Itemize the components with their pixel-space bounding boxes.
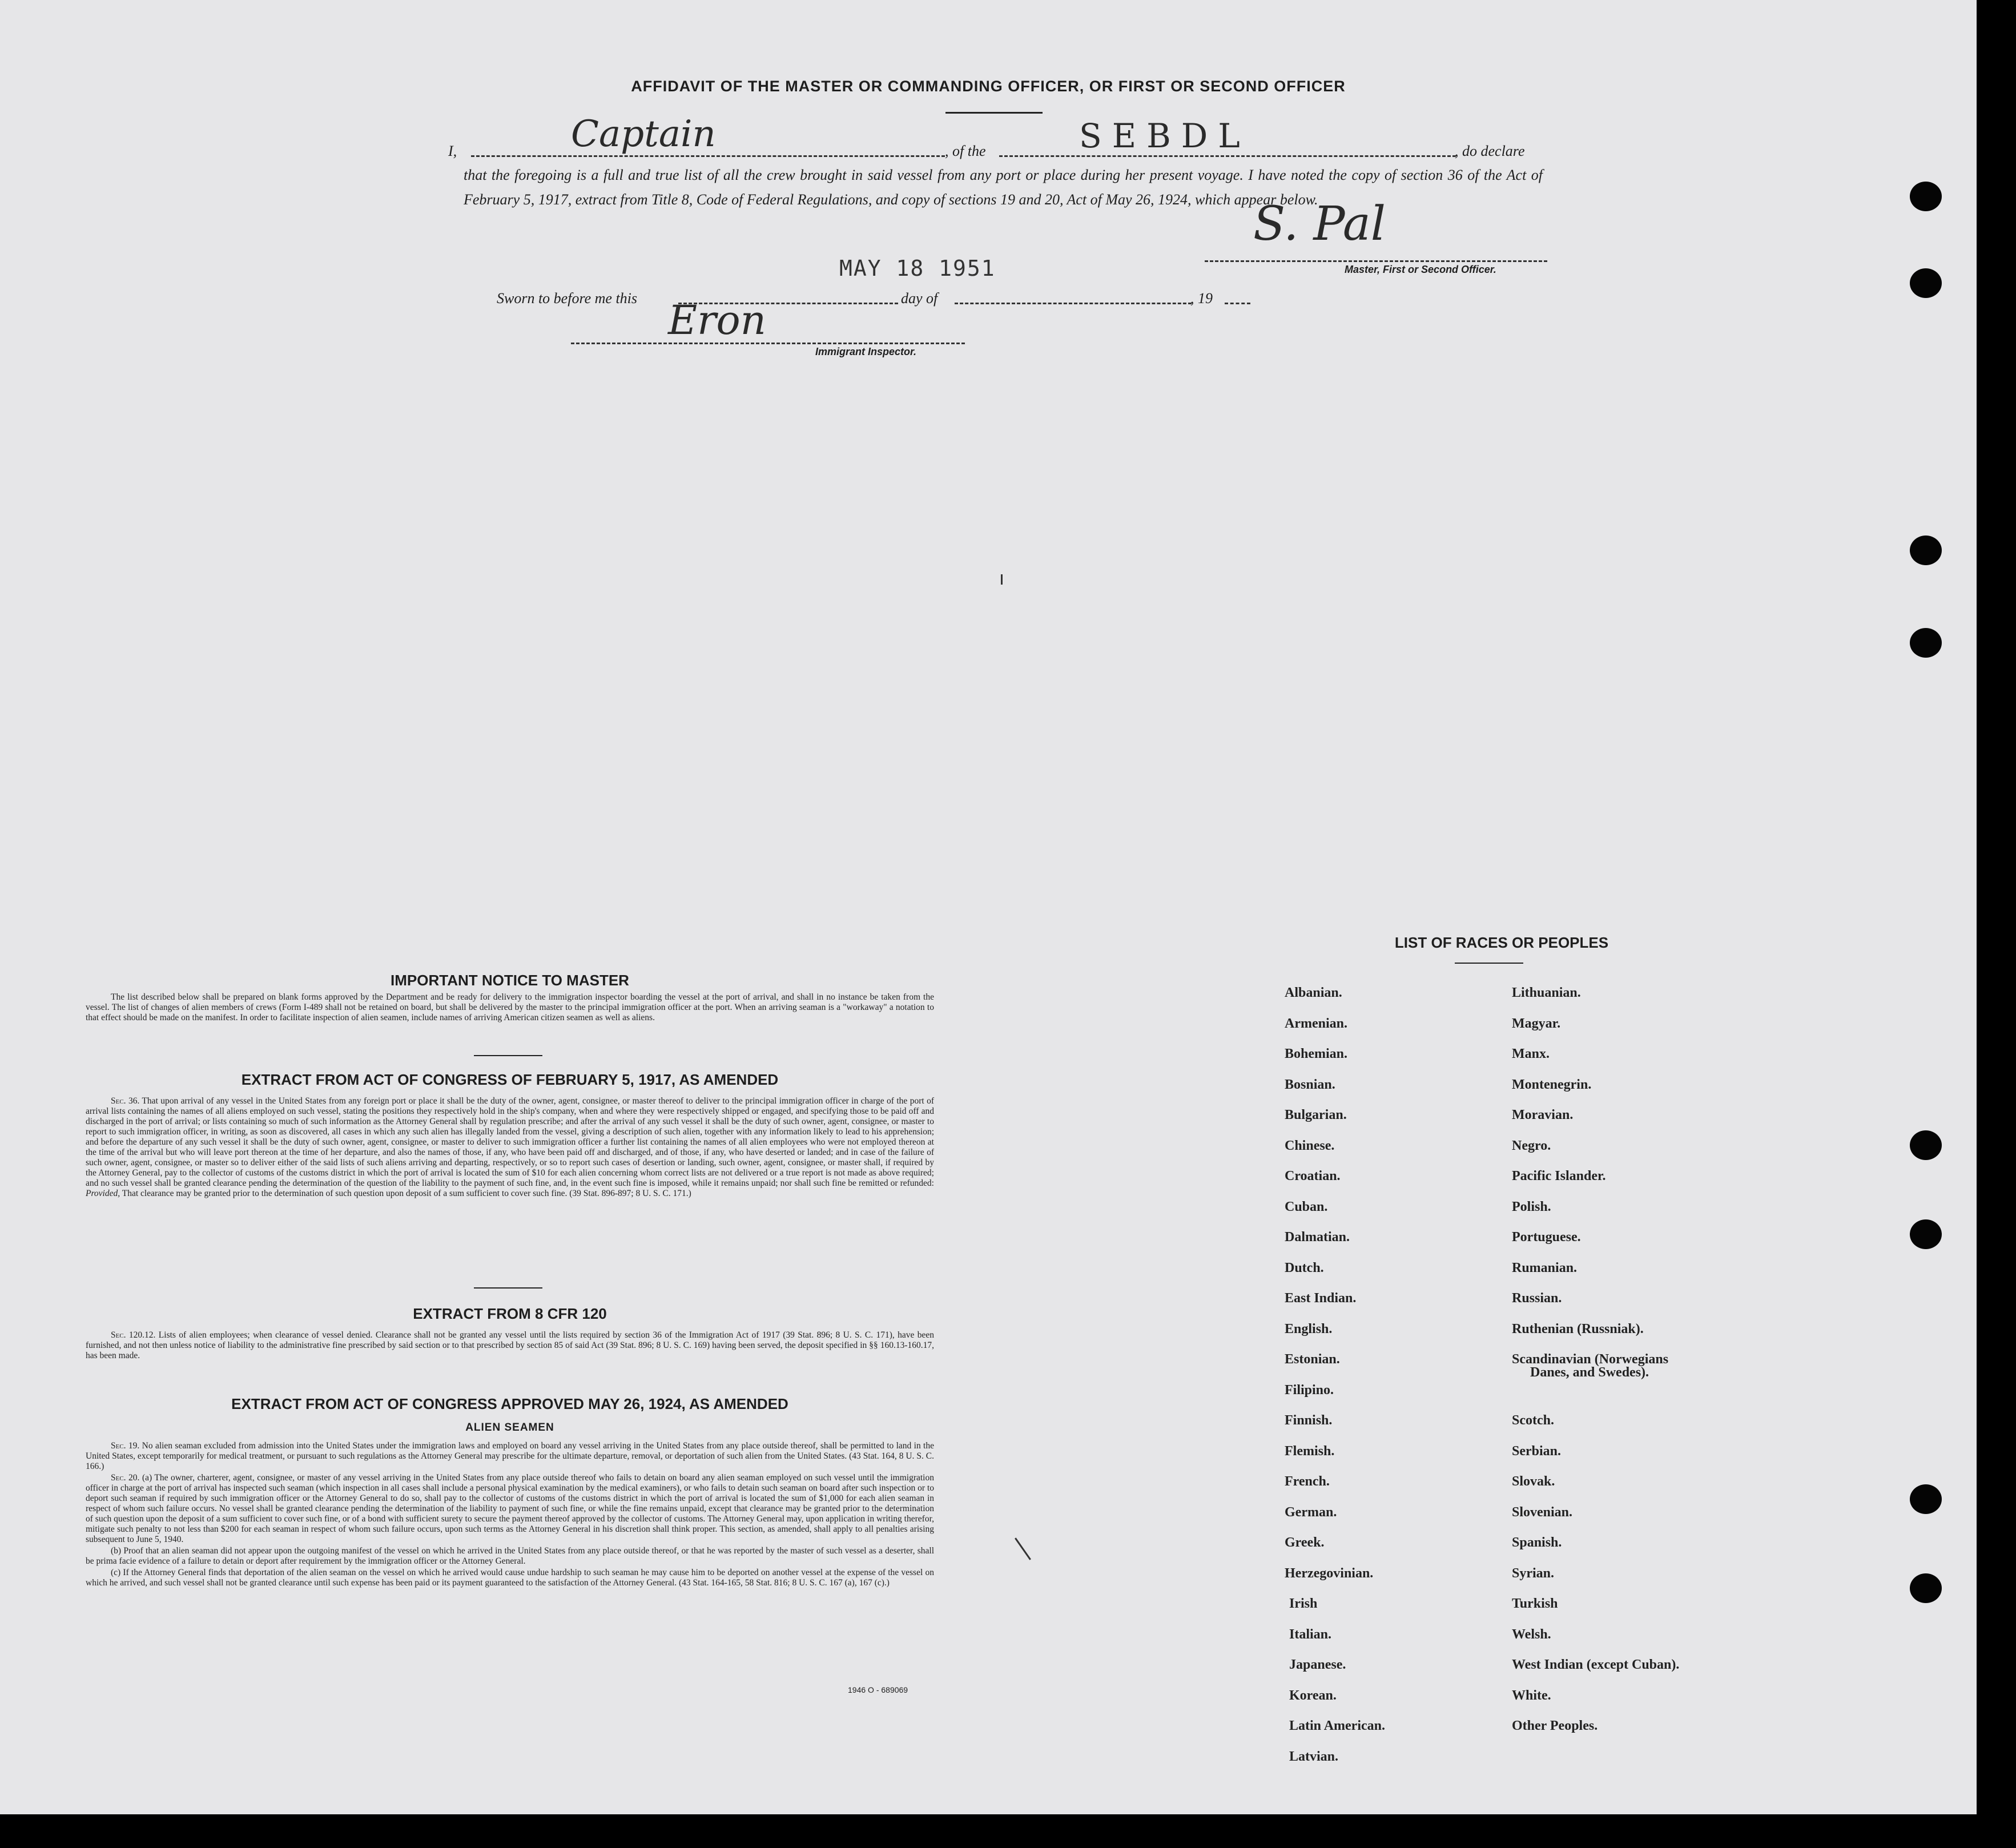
races-rule bbox=[1455, 963, 1523, 964]
race-item: Russian. bbox=[1512, 1291, 1562, 1306]
race-item: Serbian. bbox=[1512, 1443, 1562, 1459]
race-item: Syrian. bbox=[1512, 1565, 1555, 1581]
race-item: Bohemian. bbox=[1285, 1046, 1348, 1061]
punch-hole bbox=[1910, 536, 1942, 565]
do-declare-label: , do declare bbox=[1455, 143, 1525, 159]
extract-cfr-text bbox=[86, 1330, 934, 1362]
provided-label: Provided, bbox=[86, 1189, 120, 1198]
race-item: Dalmatian. bbox=[1285, 1230, 1350, 1245]
sworn-label: Sworn to before me this bbox=[497, 290, 638, 307]
title-rule bbox=[945, 112, 1043, 114]
sec-20c-text: (c) If the Attorney General finds that deportation of the alien seaman on the vessel on which he arrived would cause undue hardship to such seaman he may cause him to be deported on another vessel at the expense of the vessel on which he arrived, and such vessel shall not be granted clearance until such expense has been paid or its payment guaranteed to the satisfaction of the Attorney General. (43 Stat. 164-165, 58 Stat. 816; 8 U. S. C. 167 (a), 167 (c).) bbox=[86, 1568, 934, 1588]
sec-36-text: That upon arrival of any vessel in the United States from any foreign port or place it shall be the duty of the owner, agent, consignee, or master thereof to deliver to the principal immigration officer in charge of the port of arrival lists containing the names of all aliens employed on such vessel, stating the positions they respectively hold in the ship's company, when and where they were respectively shipped or engaged, and specifying those to be paid off and discharged in the port of arrival; or lists containing so much of such information as the Attorney General shall by regulation prescribe; and after the arrival of any such vessel it shall be the duty of such owner, agent, consignee, or master to report to such immigration officer, in writing, as soon as discovered, all cases in which any such alien has illegally landed from the vessel, giving a description of such alien, together with any information likely to lead to his apprehension; and before the departure of any such vessel it shall be the duty of such owner, agent, consignee, or master to deliver to such immigration officer a further list containing the names of all alien employees who were not employed thereon at the time of the arrival but who will leave port thereon at the time of her departure, and also the names of those, if any, who have been paid off and discharged, and of those, if any, who have deserted or landed; and in case of the failure of such owner, agent, consignee, or master so to deliver either of the said lists of such aliens arriving and departing, respectively, or so to report such cases of desertion or landing, such owner, agent, consignee, or master shall, if required by the Attorney General, pay to the collector of customs of the customs district in which the port of arrival is located the sum of $10 for each alien concerning whom correct lists are not delivered or a true report is not made as above required; and no such vessel shall be granted clearance pending the determination of the question of the liability to the payment of such fine, and, in the event such fine is imposed, while it remains unpaid; nor shall such fine be remitted or refunded: bbox=[86, 1096, 934, 1188]
race-item: Rumanian. bbox=[1512, 1260, 1578, 1275]
race-item: Portuguese. bbox=[1512, 1230, 1581, 1245]
sec-120-text: Lists of alien employees; when clearance of vessel denied. Clearance shall not be granted any vessel until the lists required by section 36 of the Immigration Act of 1917 (39 Stat. 896; 8 U. S. C. 171), have been furnished, and not then unless notice of liability to the administrative fine prescribed by said section or to that prescribed by section 85 of said Act (39 Stat. 896; 8 U. S. C. 169) having been served, the deposit specified in §§ 160.13-160.17, has been made. bbox=[86, 1330, 934, 1360]
race-item: Latvian. bbox=[1289, 1749, 1339, 1764]
race-item: Dutch. bbox=[1285, 1260, 1324, 1275]
handwritten-vessel: SEBDL bbox=[1079, 116, 1250, 155]
extract-1924-heading: EXTRACT FROM ACT OF CONGRESS APPROVED MAY 26, 1924, AS AMENDED bbox=[231, 1395, 788, 1412]
sec-20-label: Sec. 20. bbox=[111, 1473, 140, 1483]
sec-120-label: Sec. 120.12. bbox=[111, 1330, 156, 1340]
race-item: Slovenian. bbox=[1512, 1504, 1573, 1520]
master-signature: S. Pal bbox=[1253, 197, 1386, 251]
year-line bbox=[1225, 303, 1250, 304]
affidavit-body: that the foregoing is a full and true list of all the crew brought in said vessel from any port or place during her present voyage. I have noted the copy of section 36 of the Act of February 5, 1917, extract from Title 8, Code of Federal Regulations, and copy of sections 19 and 20, Act of May 26, 1924, which appear below. bbox=[464, 167, 1543, 208]
race-item: Irish bbox=[1289, 1596, 1318, 1611]
race-item: Spanish. bbox=[1512, 1535, 1562, 1550]
date-stamp: MAY 18 1951 bbox=[839, 256, 996, 281]
race-item: Albanian. bbox=[1285, 985, 1342, 1000]
extract-1924-text bbox=[86, 1441, 934, 1589]
sec-20a-text: (a) The owner, charterer, agent, consignee, or master of any vessel arriving in the United States from any place outside thereof who fails to detain on board any alien seaman employed on such vessel until the immigration officer in charge at the port of arrival has inspected such seaman (which inspection in all cases shall include a personal physical examination by the medical examiners), or who fails to detain such seaman on board after such inspection or to deport such seaman if required by such immigration officer or the Attorney General to do so, shall pay to the collector of customs of the customs district in which the port of arrival is located the sum of $1,000 for each alien seaman in respect of whom such failure occurs. No vessel shall be granted clearance pending the determination of the liability to payment of such fine, or while the fine remains unpaid, except that clearance may be granted prior to the determination of such question upon the deposit of a sum sufficient to cover such fine, or of a bond with sufficient surety to secure the payment thereof approved by the collector of customs. The Attorney General may, upon application in writing therefor, mitigate such penalty to not less than $200 for each seaman in respect of whom such failure occurs, upon such terms as the Attorney General in his discretion shall think proper. This section, as amended, shall apply to all penalties arising subsequent to June 5, 1940. bbox=[86, 1473, 934, 1544]
punch-hole bbox=[1910, 1484, 1942, 1514]
race-item: Turkish bbox=[1512, 1596, 1558, 1611]
notice-text bbox=[86, 992, 934, 1024]
race-item: White. bbox=[1512, 1688, 1551, 1703]
divider bbox=[474, 1055, 542, 1056]
scan-mark bbox=[1001, 574, 1003, 585]
sec-20b-text: (b) Proof that an alien seaman did not appear upon the outgoing manifest of the vessel on which he arrived in the United States from any place outside thereof, or that he was reported by the master of such vessel as a deserter, shall be prima facie evidence of a failure to detain or deport after requirement by the immigration officer or the Attorney General. bbox=[86, 1546, 934, 1566]
master-caption: Master, First or Second Officer. bbox=[1345, 264, 1496, 275]
vessel-line bbox=[999, 155, 1456, 157]
sec-36-label: Sec. 36. bbox=[111, 1096, 140, 1106]
divider bbox=[474, 1287, 542, 1289]
race-item: English. bbox=[1285, 1321, 1333, 1336]
race-item: Welsh. bbox=[1512, 1626, 1551, 1642]
alien-seamen-subheading: ALIEN SEAMEN bbox=[465, 1422, 554, 1434]
i-label: I, bbox=[448, 143, 457, 159]
race-item: Pacific Islander. bbox=[1512, 1169, 1606, 1183]
sec-36-text-end: That clearance may be granted prior to the determination of such question upon deposit of a sum sufficient to cover such fine. (39 Stat. 896-897; 8 U. S. C. 171.) bbox=[122, 1189, 691, 1198]
punch-hole bbox=[1910, 1219, 1942, 1249]
race-item: Slovak. bbox=[1512, 1474, 1555, 1489]
sec-19-label: Sec. 19. bbox=[111, 1441, 140, 1451]
race-item: Bulgarian. bbox=[1285, 1108, 1347, 1122]
race-item: Herzegovinian. bbox=[1285, 1565, 1374, 1581]
race-item: Armenian. bbox=[1285, 1016, 1347, 1031]
print-code: 1946 O - 689069 bbox=[848, 1685, 908, 1694]
race-item: Finnish. bbox=[1285, 1413, 1333, 1428]
race-item: West Indian (except Cuban). bbox=[1512, 1657, 1680, 1672]
race-item: Moravian. bbox=[1512, 1108, 1574, 1122]
signature-line bbox=[1205, 260, 1547, 262]
race-item: Magyar. bbox=[1512, 1016, 1561, 1031]
race-item: Scotch. bbox=[1512, 1413, 1554, 1428]
race-item: East Indian. bbox=[1285, 1291, 1357, 1306]
race-item: French. bbox=[1285, 1474, 1330, 1489]
extract-1917-text bbox=[86, 1096, 934, 1200]
affidavit-title: AFFIDAVIT OF THE MASTER OR COMMANDING OFFICER, OR FIRST OR SECOND OFFICER bbox=[631, 78, 1346, 95]
race-item: Manx. bbox=[1512, 1046, 1550, 1061]
sworn-month-line bbox=[955, 303, 1192, 304]
race-item: Estonian. bbox=[1285, 1352, 1340, 1367]
race-item: Greek. bbox=[1285, 1535, 1325, 1550]
race-item: Montenegrin. bbox=[1512, 1077, 1592, 1092]
inspector-line bbox=[571, 343, 965, 344]
race-item: Korean. bbox=[1289, 1688, 1337, 1703]
punch-hole bbox=[1910, 268, 1942, 298]
scan-mark bbox=[1015, 1537, 1031, 1560]
notice-heading: IMPORTANT NOTICE TO MASTER bbox=[391, 972, 629, 989]
race-item: Danes, and Swedes). bbox=[1530, 1365, 1649, 1380]
race-item: Cuban. bbox=[1285, 1199, 1328, 1214]
race-item: Chinese. bbox=[1285, 1138, 1335, 1153]
day-of-label: day of bbox=[901, 290, 938, 307]
race-item: Italian. bbox=[1289, 1626, 1332, 1642]
race-item: Scandinavian (Norwegians bbox=[1512, 1352, 1669, 1367]
punch-hole bbox=[1910, 628, 1942, 658]
race-item: Flemish. bbox=[1285, 1443, 1335, 1459]
race-item: Latin American. bbox=[1289, 1718, 1385, 1733]
extract-cfr-heading: EXTRACT FROM 8 CFR 120 bbox=[413, 1305, 607, 1322]
year-label: , 19 bbox=[1190, 290, 1213, 307]
race-item: Polish. bbox=[1512, 1199, 1551, 1214]
notice-paragraph: The list described below shall be prepared on blank forms approved by the Department and be ready for delivery to the immigration inspector boarding the vessel at the port of arrival, and shall in no instance be taken from the vessel. The list of changes of alien members of crews (Form I-489 shall not be retained on board, but shall be delivered by the master to the principal immigration officer at the port. When an arriving seaman is a "workaway" a notation to that effect should be made on the manifest. In order to facilitate inspection of alien seamen, include names of arriving American citizen seamen as well as aliens. bbox=[86, 992, 934, 1022]
race-item: Lithuanian. bbox=[1512, 985, 1581, 1000]
race-item: Ruthenian (Russniak). bbox=[1512, 1321, 1644, 1336]
rank-line bbox=[471, 155, 945, 157]
extract-1917-heading: EXTRACT FROM ACT OF CONGRESS OF FEBRUARY 5, 1917, AS AMENDED bbox=[241, 1071, 779, 1088]
handwritten-rank: Captain bbox=[571, 113, 716, 155]
inspector-signature: Eron bbox=[668, 297, 766, 344]
race-item: German. bbox=[1285, 1504, 1337, 1520]
races-heading: LIST OF RACES OR PEOPLES bbox=[1394, 934, 1609, 951]
race-item: Japanese. bbox=[1289, 1657, 1346, 1672]
race-item: Negro. bbox=[1512, 1138, 1551, 1153]
race-item: Filipino. bbox=[1285, 1382, 1334, 1398]
inspector-caption: Immigrant Inspector. bbox=[815, 346, 917, 357]
punch-hole bbox=[1910, 1130, 1942, 1160]
race-item: Other Peoples. bbox=[1512, 1718, 1598, 1733]
sec-19-text: No alien seaman excluded from admission into the United States under the immigration laws and employed on board any vessel arriving in the United States from any place outside thereof, shall be permitted to land in the United States, except temporarily for medical treatment, or pursuant to such regulations as the Attorney General may prescribe for the ultimate departure, removal, or deportation of such alien from the United States. (43 Stat. 164, 8 U. S. C. 166.) bbox=[86, 1441, 934, 1471]
punch-hole bbox=[1910, 182, 1942, 211]
of-the-label: , of the bbox=[945, 143, 986, 159]
punch-hole bbox=[1910, 1573, 1942, 1603]
race-item: Croatian. bbox=[1285, 1169, 1341, 1183]
race-item: Bosnian. bbox=[1285, 1077, 1335, 1092]
